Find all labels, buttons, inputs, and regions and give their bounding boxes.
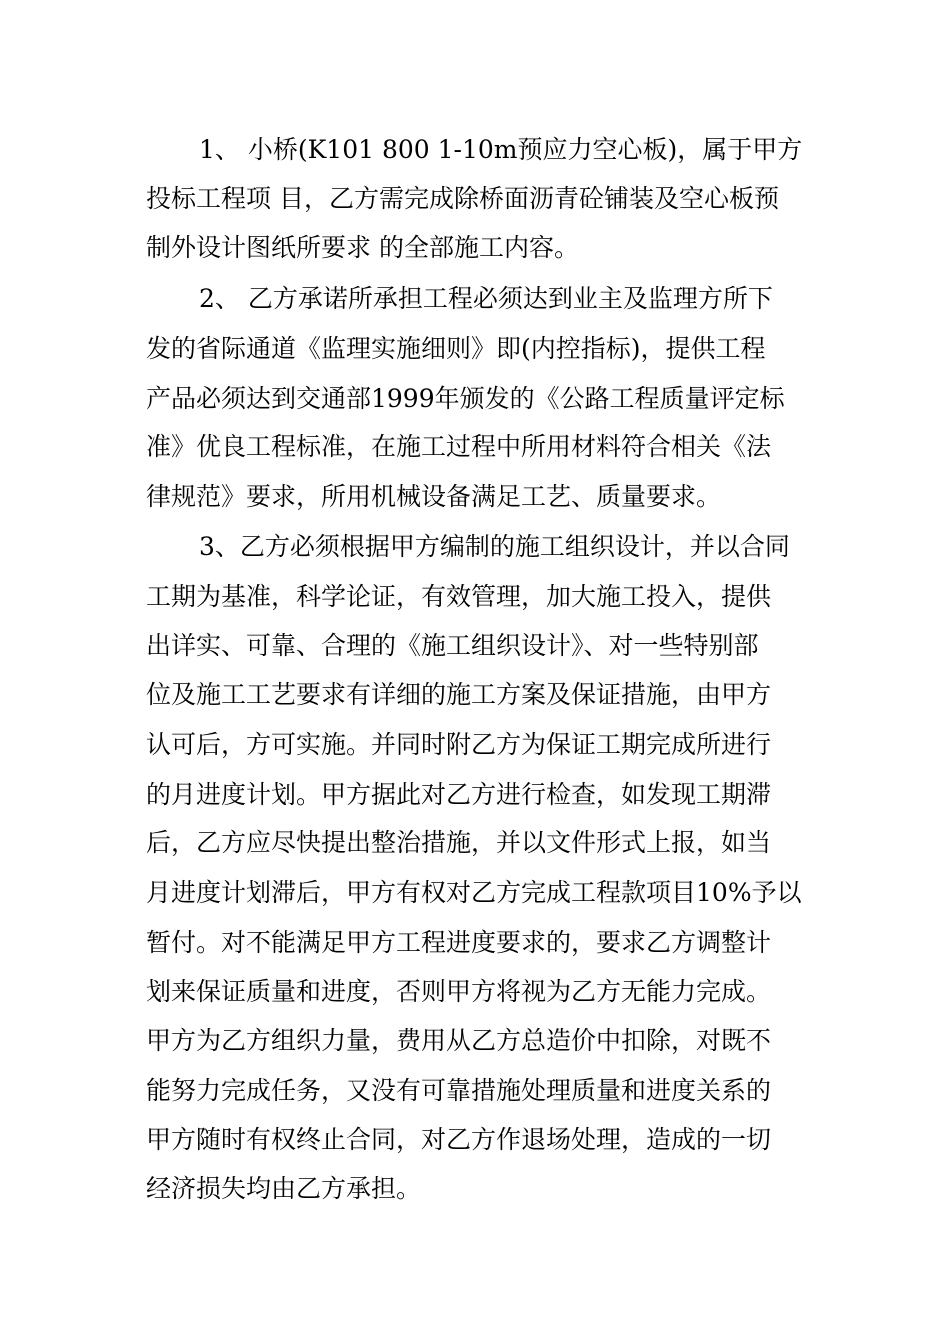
- paragraph-3-line-12: 能努力完成任务，又没有可靠措施处理质量和进度关系的: [146, 1076, 772, 1105]
- paragraph-1-line-2: 投标工程项 目，乙方需完成除桥面沥青砼铺装及空心板预: [146, 184, 779, 213]
- paragraph-3-line-3: 出详实、可靠、合理的《施工组织设计》、对一些特别部: [146, 631, 759, 660]
- paragraph-3-line-13: 甲方随时有权终止合同，对乙方作退场处理，造成的一切: [146, 1125, 772, 1154]
- paragraph-3-line-14: 经济损失均由乙方承担。: [146, 1174, 422, 1203]
- paragraph-2-line-4: 准》优良工程标准，在施工过程中所用材料符合相关《法: [146, 432, 772, 461]
- paragraph-2-line-5: 律规范》要求，所用机械设备满足工艺、质量要求。: [146, 482, 722, 511]
- paragraph-3-line-9: 暂付。对不能满足甲方工程进度要求的，要求乙方调整计: [146, 928, 772, 957]
- paragraph-3-line-5: 认可后，方可实施。并同时附乙方为保证工期完成所进行: [146, 730, 772, 759]
- paragraph-2-line-1: 2、 乙方承诺所承担工程必须达到业主及监理方所下: [199, 284, 773, 313]
- paragraph-3-line-6: 的月进度计划。甲方据此对乙方进行检查，如发现工期滞: [146, 780, 772, 809]
- paragraph-3-line-4: 位及施工工艺要求有详细的施工方案及保证措施，由甲方: [146, 680, 772, 709]
- paragraph-3-line-11: 甲方为乙方组织力量，费用从乙方总造价中扣除，对既不: [146, 1026, 772, 1055]
- paragraph-2-line-2: 发的省际通道《监理实施细则》即(内控指标)，提供工程: [146, 334, 766, 363]
- paragraph-3-line-10: 划来保证质量和进度，否则甲方将视为乙方无能力完成。: [146, 977, 772, 1006]
- paragraph-3-line-7: 后，乙方应尽快提出整治措施，并以文件形式上报，如当: [146, 828, 772, 857]
- paragraph-3-line-2: 工期为基准，科学论证，有效管理，加大施工投入，提供: [146, 582, 772, 611]
- paragraph-3-line-1: 3、乙方必须根据甲方编制的施工组织设计，并以合同: [199, 532, 790, 561]
- paragraph-1-line-3: 制外设计图纸所要求 的全部施工内容。: [146, 233, 579, 262]
- paragraph-1-line-1: 1、 小桥(K101 800 1-10m预应力空心板)，属于甲方: [199, 135, 803, 164]
- paragraph-3-line-8: 月进度计划滞后，甲方有权对乙方完成工程款项目10%予以: [146, 878, 802, 907]
- paragraph-2-line-3: 产品必须达到交通部1999年颁发的《公路工程质量评定标: [146, 384, 785, 413]
